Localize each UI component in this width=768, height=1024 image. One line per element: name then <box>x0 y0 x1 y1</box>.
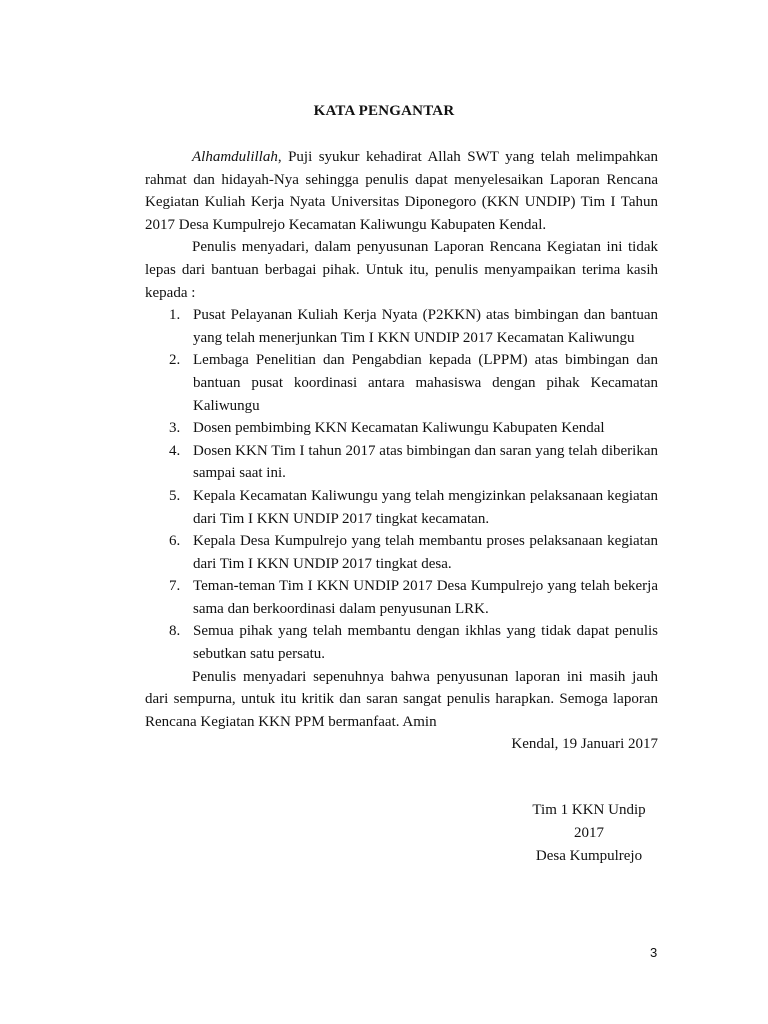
list-item-number: 6. <box>169 533 181 550</box>
list-item-text: Dosen pembimbing KKN Kecamatan Kaliwungu Kabupaten Kendal <box>193 420 605 437</box>
intro-paragraph <box>145 146 658 236</box>
list-item-number: 7. <box>169 578 181 595</box>
closing-paragraph: Penulis menyadari sepenuhnya bahwa penyusunan laporan ini masih jauh dari sempurna, untuk itu kritik dan saran sangat penulis harapkan. Semoga laporan Rencana Kegiatan KKN PPM bermanfaat. Amin <box>145 668 658 730</box>
list-item-number: 8. <box>169 623 181 640</box>
list-item <box>145 575 658 620</box>
list-item-text: Dosen KKN Tim I tahun 2017 atas bimbingan dan saran yang telah diberikan sampai saat ini. <box>193 442 658 482</box>
list-item <box>145 417 658 440</box>
date-line: Kendal, 19 Januari 2017 <box>511 736 658 753</box>
list-item <box>145 349 658 417</box>
list-item <box>145 485 658 530</box>
list-item-number: 5. <box>169 487 181 504</box>
signature-year: 2017 <box>574 825 604 841</box>
list-item-number: 4. <box>169 442 181 459</box>
list-item-number: 2. <box>169 352 181 369</box>
list-item-text: Lembaga Penelitian dan Pengabdian kepada (LPPM) atas bimbingan dan bantuan pusat koordinasi antara mahasiswa dengan pihak Kecamatan Kaliwungu <box>193 352 658 414</box>
signature-village: Desa Kumpulrejo <box>535 848 643 864</box>
signature-block <box>510 799 668 868</box>
document-body <box>145 146 658 756</box>
acknowledgement-list <box>145 304 658 666</box>
intro-italic-word: Alhamdulillah <box>192 149 278 165</box>
list-item-text: Kepala Kecamatan Kaliwungu yang telah mengizinkan pelaksanaan kegiatan dari Tim I KKN UNDIP 2017 tingkat kecamatan. <box>193 487 658 527</box>
page-number: 3 <box>650 945 658 960</box>
signature-team: Tim 1 KKN Undip <box>532 802 646 818</box>
list-item-text: Teman-teman Tim I KKN UNDIP 2017 Desa Kumpulrejo yang telah bekerja sama dan berkoordinasi dalam penyusunan LRK. <box>193 578 658 617</box>
list-item-number: 3. <box>169 420 181 437</box>
thanks-paragraph: Penulis menyadari, dalam penyusunan Laporan Rencana Kegiatan ini tidak lepas dari bantuan berbagai pihak. Untuk itu, penulis menyampaikan terima kasih kepada : <box>145 239 658 301</box>
list-item-number: 1. <box>169 307 181 324</box>
list-item-text: Pusat Pelayanan Kuliah Kerja Nyata (P2KKN) atas bimbingan dan bantuan yang telah menerjunkan Tim I KKN UNDIP 2017 Kecamatan Kaliwungu <box>193 307 658 346</box>
list-item <box>145 530 658 575</box>
list-item <box>145 440 658 485</box>
list-item-text: Kepala Desa Kumpulrejo yang telah membantu proses pelaksanaan kegiatan dari Tim I KKN UNDIP 2017 tingkat desa. <box>193 533 658 572</box>
list-item-text: Semua pihak yang telah membantu dengan ikhlas yang tidak dapat penulis sebutkan satu persatu. <box>193 623 658 663</box>
intro-text: , Puji syukur kehadirat Allah SWT yang telah melimpahkan rahmat dan hidayah-Nya sehingga penulis dapat menyelesaikan Laporan Rencana Kegiatan Kuliah Kerja Nyata Universitas Diponegoro (KKN UNDIP) Tim I Tahun 2017 Desa Kumpulrejo Kecamatan Kaliwungu Kabupaten Kendal. <box>145 149 658 233</box>
page-title: KATA PENGANTAR <box>313 103 455 119</box>
list-item <box>145 620 658 665</box>
list-item <box>145 304 658 349</box>
